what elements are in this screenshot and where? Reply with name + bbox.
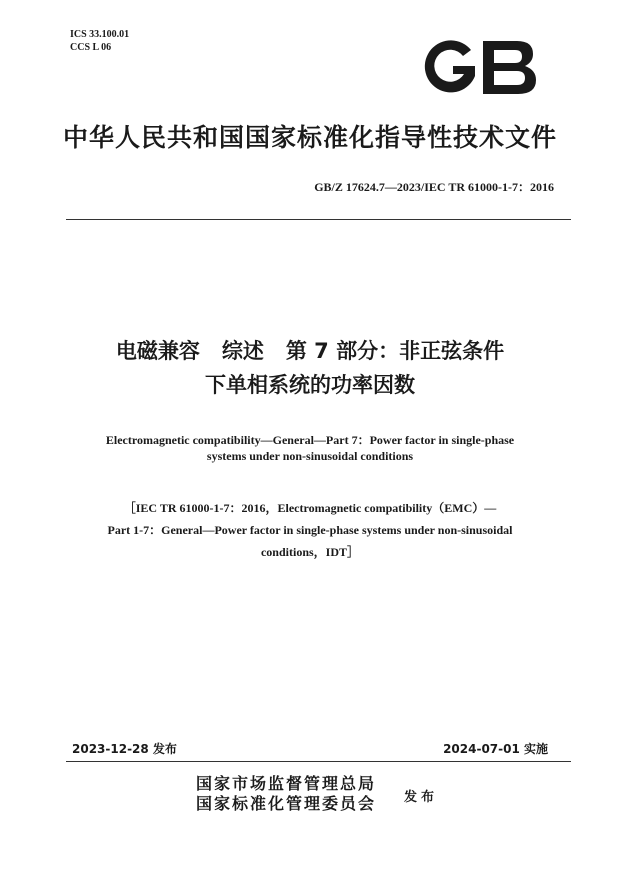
document-type-title: 中华人民共和国国家标准化指导性技术文件 xyxy=(62,123,557,152)
implement-date: 2024-07-01 实施 xyxy=(443,742,548,756)
logo-g-shape xyxy=(425,40,475,92)
issuer-1: 国家市场监督管理总局 xyxy=(196,774,377,793)
iec-reference xyxy=(58,497,562,563)
issue-label: 发布 xyxy=(404,790,439,805)
issuer-2: 国家标准化管理委员会 xyxy=(196,794,377,813)
issuing-organizations xyxy=(196,774,376,814)
english-title-line-2: systems under non-sinusoidal conditions xyxy=(206,449,414,463)
title-part-2: 综述 xyxy=(221,339,264,363)
publish-date: 2023-12-28 发布 xyxy=(72,742,177,756)
chinese-title-line-2: 下单相系统的功率因数 xyxy=(205,373,415,397)
top-divider xyxy=(66,219,571,220)
standard-number: GB/Z 17624.7—2023/IEC TR 61000-1-7：2016 xyxy=(314,180,554,194)
title-part-1: 电磁兼容 xyxy=(115,339,200,363)
ics-code: ICS 33.100.01 xyxy=(70,29,130,40)
iec-reference-line-1: ［IEC TR 61000-1-7：2016，Electromagnetic compatibility（EMC）— xyxy=(123,501,497,515)
english-title xyxy=(60,432,560,464)
classification-codes xyxy=(70,28,129,54)
logo-b-shape xyxy=(483,41,536,94)
chinese-title-line-1 xyxy=(0,334,620,368)
bottom-divider xyxy=(66,761,571,762)
chinese-title xyxy=(0,334,620,402)
gb-logo-icon xyxy=(419,36,537,98)
iec-reference-line-2: Part 1-7：General—Power factor in single-phase systems under non-sinusoidal xyxy=(107,523,513,537)
ccs-code: CCS L 06 xyxy=(70,42,112,53)
english-title-line-1: Electromagnetic compatibility—General—Part 7：Power factor in single-phase xyxy=(105,433,515,447)
iec-reference-line-3: conditions，IDT］ xyxy=(260,545,360,559)
title-part-3: 第 7 部分：非正弦条件 xyxy=(285,339,505,363)
